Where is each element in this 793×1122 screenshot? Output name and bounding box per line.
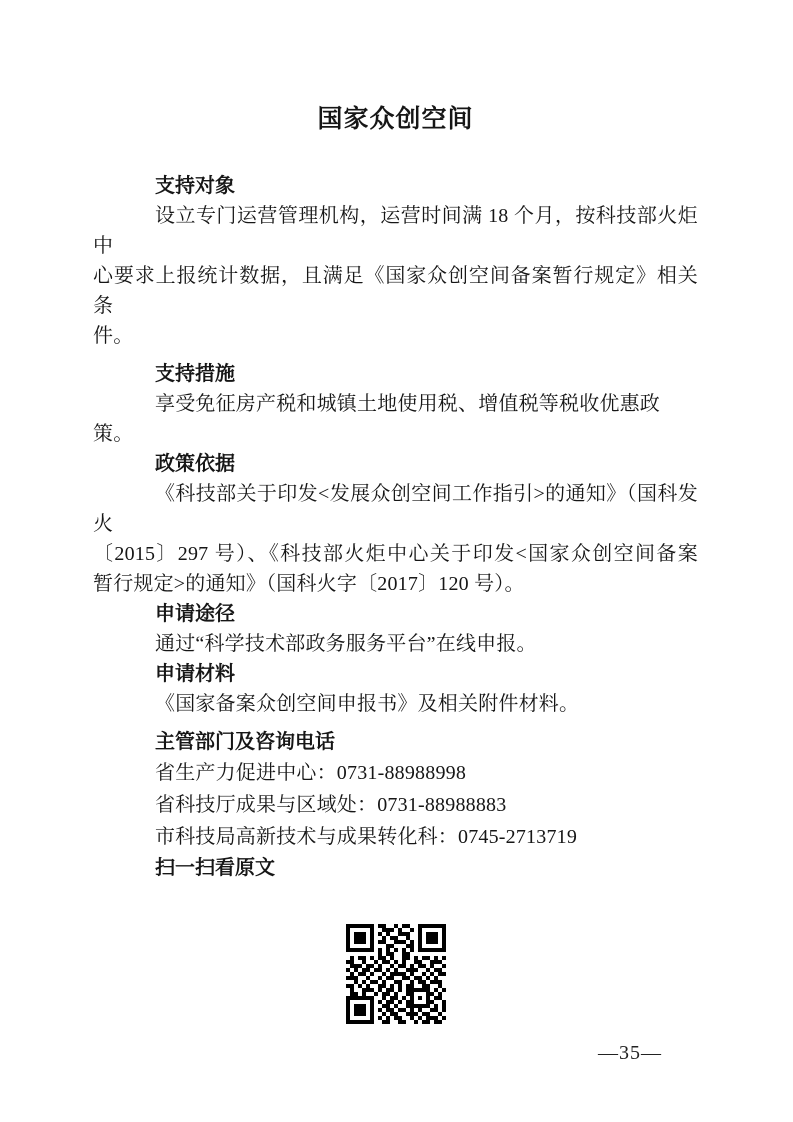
section-heading: 申请途径	[155, 603, 235, 625]
section-heading: 支持对象	[155, 175, 235, 197]
text-line: 省生产力促进中心：0731-88988998	[155, 762, 467, 784]
page-title: 国家众创空间	[317, 106, 474, 133]
text-line: 暂行规定>的通知》（国科火字〔2017〕120 号）。	[93, 573, 525, 595]
section	[93, 599, 698, 659]
section	[93, 659, 698, 719]
section	[93, 727, 698, 853]
sections-container	[93, 171, 698, 883]
page-number: —35—	[598, 1042, 662, 1064]
text-line: 〔2015〕297 号）、《科技部火炬中心关于印发<国家众创空间备案	[93, 543, 698, 565]
section-heading: 主管部门及咨询电话	[155, 731, 335, 753]
text-line: 省科技厅成果与区域处：0731-88988883	[155, 794, 507, 816]
text-line: 享受免征房产税和城镇土地使用税、增值税等税收优惠政策。	[93, 393, 660, 445]
qr-code	[346, 924, 446, 1024]
section-heading: 扫一扫看原文	[155, 857, 275, 879]
section-heading: 支持措施	[155, 363, 235, 385]
section-heading: 申请材料	[155, 663, 235, 685]
section-heading: 政策依据	[155, 453, 235, 475]
text-line: 《科技部关于印发<发展众创空间工作指引>的通知》（国科发火	[93, 483, 698, 535]
section	[93, 449, 698, 599]
section	[93, 171, 698, 351]
section	[93, 853, 698, 883]
text-line: 通过“科学技术部政务服务平台”在线申报。	[155, 633, 537, 655]
text-line: 市科技局高新技术与成果转化科：0745-2713719	[155, 826, 578, 848]
section	[93, 359, 698, 449]
text-line: 设立专门运营管理机构，运营时间满 18 个月，按科技部火炬中	[93, 205, 698, 257]
text-line: 件。	[93, 325, 134, 347]
text-line: 心要求上报统计数据，且满足《国家众创空间备案暂行规定》相关条	[93, 265, 698, 317]
text-line: 《国家备案众创空间申报书》及相关附件材料。	[155, 693, 580, 715]
